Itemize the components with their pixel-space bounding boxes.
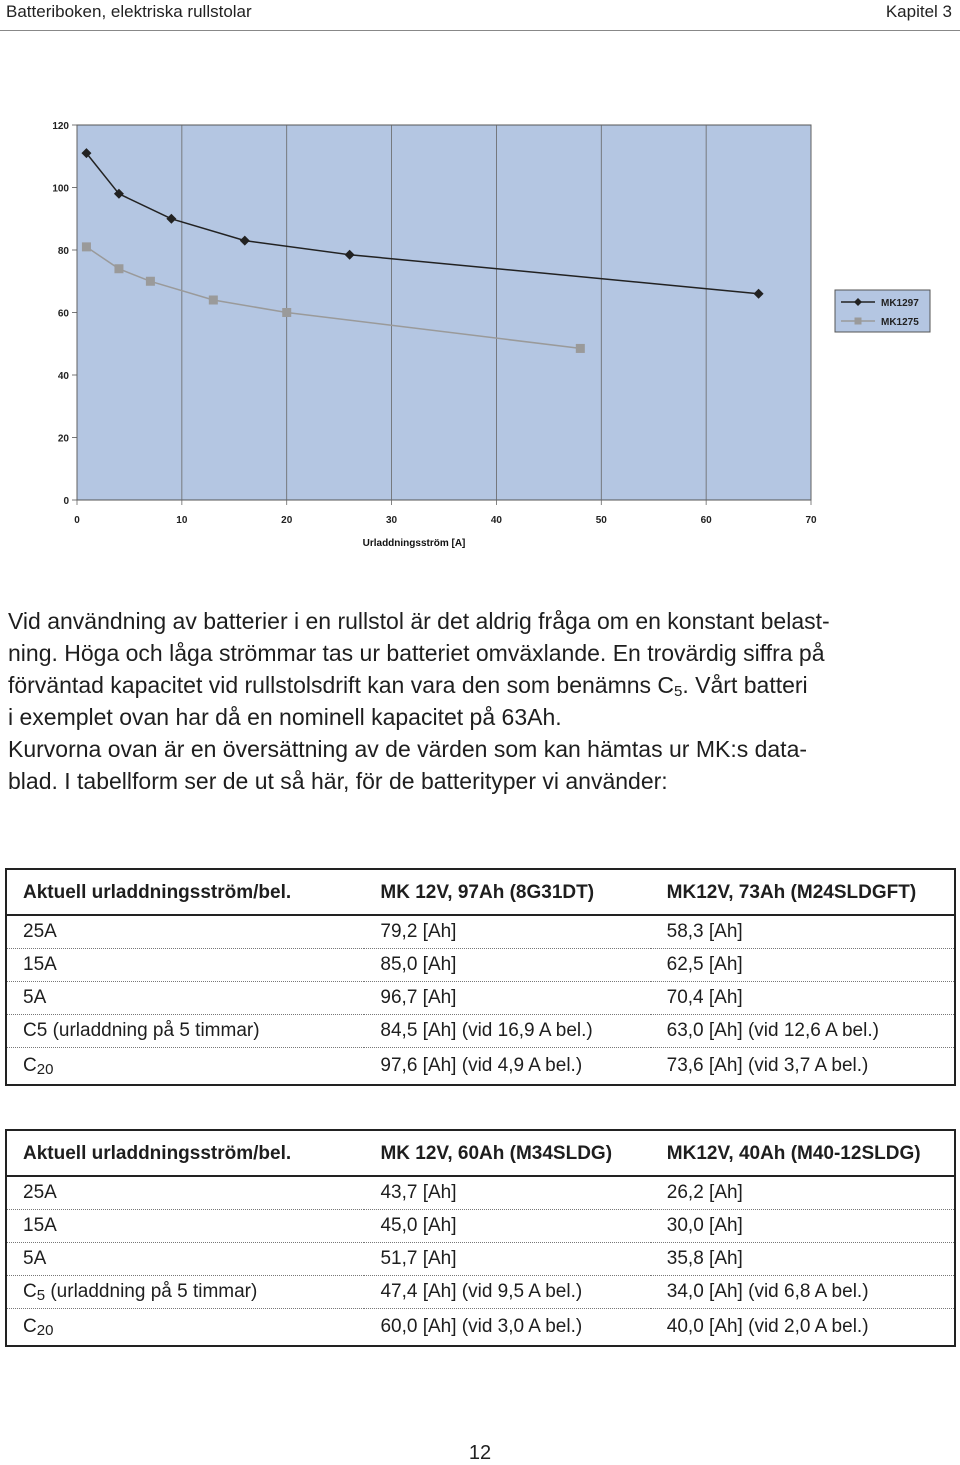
legend-marker	[855, 318, 862, 325]
paragraph-tables-intro: Kurvorna ovan är en översättning av de värden som kan hämtas ur MK:s data- blad. I tabellform ser de ut så här, för de batterityper vi använder:	[8, 736, 808, 794]
table-row	[6, 915, 955, 949]
chapter-label: Kapitel 3	[885, 2, 952, 21]
table-cell: 25A	[6, 1176, 364, 1210]
table-cell: 43,7 [Ah]	[364, 1176, 650, 1210]
capacity-table-2	[5, 1129, 956, 1347]
paragraph-intro: Vid användning av batterier i en rullstol är det aldrig fråga om en konstant belast- ning. Höga och låga strömmar tas ur batteriet omväxlande. En trovärdig siffra på förväntad kapacitet vid rullstolsdrift kan vara den som benämns $C_5$. Vårt batteri i exemplet ovan har då en nominell kapacitet på 63Ah.	[8, 608, 830, 730]
table-cell: 73,6 [Ah] (vid 3,7 A bel.)	[666, 1055, 869, 1076]
data-point	[114, 264, 123, 273]
table-cell: 34,0 [Ah] (vid 6,8 A bel.)	[651, 1276, 955, 1309]
table-cell: 5A	[6, 1243, 364, 1276]
table-cell: 15A	[6, 1210, 364, 1243]
table-row	[6, 1048, 955, 1086]
column-header: Aktuell urladdningsström/bel.	[23, 882, 292, 903]
column-header: MK12V, 73Ah (M24SLDGFT)	[666, 882, 917, 903]
table-cell: C5 (urladdning på 5 timmar)	[6, 1015, 364, 1048]
table-cell: 84,5 [Ah] (vid 16,9 A bel.)	[364, 1015, 650, 1048]
page-header	[0, 0, 960, 24]
x-tick-label: 40	[490, 515, 502, 526]
y-tick-label: 80	[57, 246, 69, 257]
y-tick-label: 20	[57, 433, 69, 445]
data-point	[82, 242, 91, 251]
table-row	[6, 1243, 955, 1276]
data-point	[146, 277, 155, 286]
table-cell: 35,8 [Ah]	[651, 1243, 955, 1276]
x-tick-label: 10	[176, 515, 188, 526]
table-cell: 25A	[6, 915, 364, 949]
table-row	[6, 949, 955, 982]
book-title: Batteriboken, elektriska rullstolar	[6, 2, 252, 21]
table-cell: 60,0 [Ah] (vid 3,0 A bel.)	[380, 1316, 583, 1337]
x-tick-label: 60	[700, 515, 712, 526]
table-cell: 58,3 [Ah]	[651, 915, 955, 949]
header-divider	[0, 30, 960, 31]
legend-label: MK1275	[881, 317, 919, 328]
page-number: 12	[468, 1442, 492, 1464]
table-cell: $C_{20}$	[23, 1055, 54, 1078]
table-cell: 5A	[6, 982, 364, 1015]
table-cell: 51,7 [Ah]	[364, 1243, 650, 1276]
table-row	[6, 1210, 955, 1243]
table-cell: 40,0 [Ah] (vid 2,0 A bel.)	[666, 1316, 869, 1337]
table-cell: 70,4 [Ah]	[651, 982, 955, 1015]
table-row	[6, 1309, 955, 1347]
table-cell: 97,6 [Ah] (vid 4,9 A bel.)	[380, 1055, 583, 1076]
y-tick-label: 100	[52, 183, 69, 195]
x-tick-label: 50	[595, 515, 607, 526]
column-header: MK 12V, 97Ah (8G31DT)	[380, 882, 595, 903]
table-row	[6, 1176, 955, 1210]
data-point	[576, 344, 585, 353]
y-tick-label: 40	[57, 371, 69, 382]
data-point	[209, 296, 218, 305]
table-cell: 79,2 [Ah]	[364, 915, 650, 949]
table-cell: 85,0 [Ah]	[364, 949, 650, 982]
table-cell: $C_5$ (urladdning på 5 timmar)	[6, 1276, 364, 1309]
legend-label: MK1297	[881, 298, 919, 309]
table-row	[6, 982, 955, 1015]
table-cell: 45,0 [Ah]	[364, 1210, 650, 1243]
table-row	[6, 1015, 955, 1048]
x-tick-label: 20	[281, 515, 293, 526]
table-row	[6, 1276, 955, 1309]
plot-area	[77, 125, 811, 500]
table-cell: 63,0 [Ah] (vid 12,6 A bel.)	[651, 1015, 955, 1048]
column-header: MK 12V, 60Ah (M34SLDG)	[380, 1143, 613, 1164]
column-header: MK12V, 40Ah (M40-12SLDG)	[666, 1143, 921, 1164]
x-axis-label: Urladdningsström [A]	[362, 538, 466, 549]
table-cell: $C_{20}$	[23, 1316, 54, 1339]
table-cell: 15A	[6, 949, 364, 982]
y-tick-label: 0	[63, 496, 69, 507]
table-cell: 26,2 [Ah]	[651, 1176, 955, 1210]
table-cell: 30,0 [Ah]	[651, 1210, 955, 1243]
table-header-row	[6, 869, 955, 915]
x-tick-label: 30	[386, 515, 398, 526]
x-tick-label: 70	[805, 515, 817, 526]
x-tick-label: 0	[74, 515, 80, 526]
table-header-row	[6, 1130, 955, 1176]
capacity-table-1	[5, 868, 956, 1086]
y-tick-label: 60	[57, 308, 69, 320]
y-tick-label: 120	[52, 121, 69, 132]
table-cell: 62,5 [Ah]	[651, 949, 955, 982]
data-point	[282, 308, 291, 317]
column-header: Aktuell urladdningsström/bel.	[23, 1143, 292, 1164]
table-cell: 96,7 [Ah]	[364, 982, 650, 1015]
capacity-chart	[40, 100, 960, 570]
table-cell: 47,4 [Ah] (vid 9,5 A bel.)	[364, 1276, 650, 1309]
